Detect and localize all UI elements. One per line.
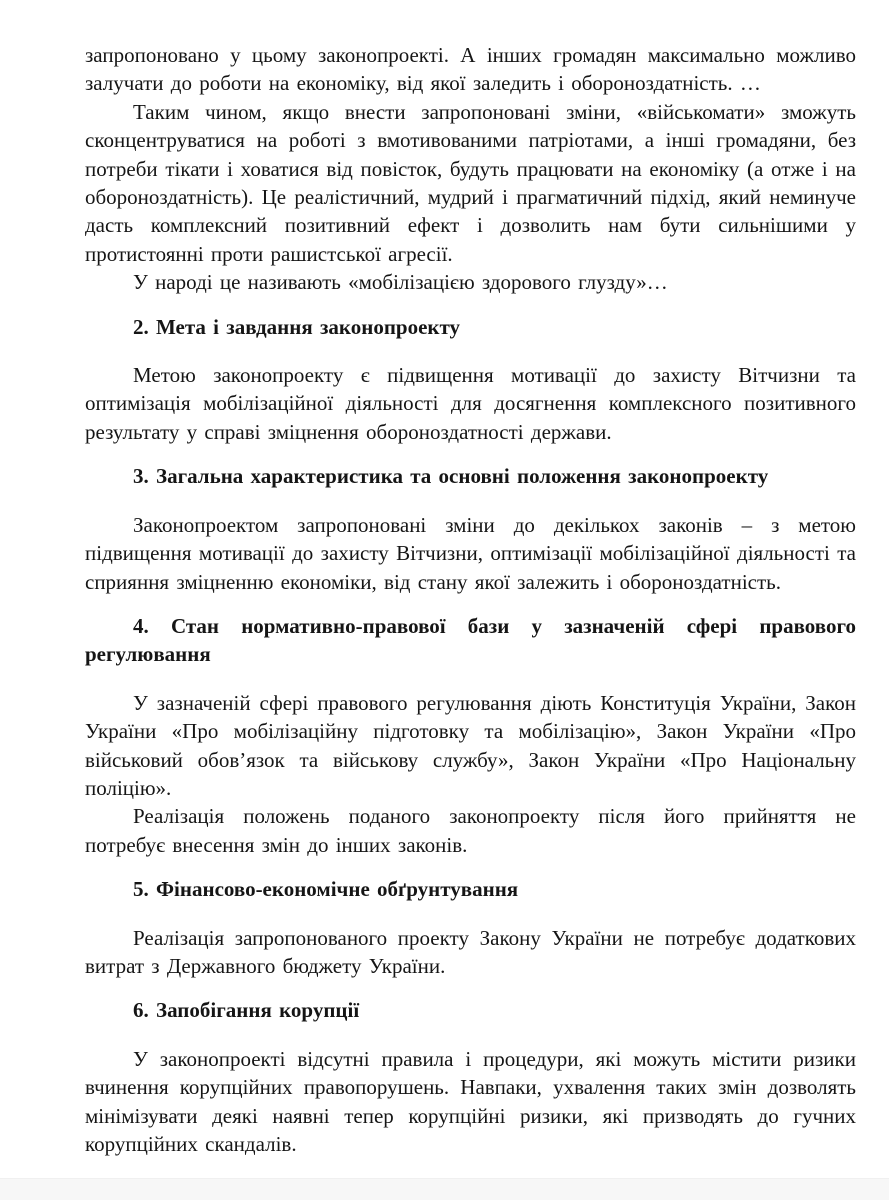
paragraph: У законопроекті відсутні правила і процедури, які можуть містити ризики вчинення корупційних правопорушень. Навпаки, ухвалення таких змін дозволять мінімізувати деякі наявні тепер корупційні ризики, які призводять до гучних корупційних скандалів.	[85, 1046, 856, 1156]
section-heading: 2. Мета і завдання законопроекту	[133, 314, 461, 339]
paragraph: Реалізація запропонованого проекту Закону України не потребує додаткових витрат з Державного бюджету України.	[85, 925, 856, 978]
section-heading: 6. Запобігання корупції	[133, 998, 360, 1023]
paragraph: У зазначеній сфері правового регулювання діють Конституція України, Закон України «Про мобілізаційну підготовку та мобілізацію», Закон України «Про військовий обов’язок та військову службу», Закон України «Про Національну поліцію».	[85, 690, 856, 800]
section-heading: 4. Стан нормативно-правової бази у зазначеній сфері правового регулювання	[85, 613, 856, 667]
paragraph: У народі це називають «мобілізацією здорового глузду»…	[133, 270, 668, 295]
bottom-gray-strip	[0, 1178, 889, 1200]
paragraph: запропоновано у цьому законопроекті. А інших громадян максимально можливо залучати до роботи на економіку, від якої заледить і обороноздатність. …	[85, 43, 856, 96]
paragraph: Метою законопроекту є підвищення мотивації до захисту Вітчизни та оптимізація мобілізаційної діяльності для досягнення комплексного позитивного результату у справі зміцнення обороноздатності держави.	[85, 363, 856, 444]
section-heading: 3. Загальна характеристика та основні положення законопроекту	[133, 464, 769, 489]
paragraph: Законопроектом запропоновані зміни до декількох законів – з метою підвищення мотивації до захисту Вітчизни, оптимізації мобілізаційної діяльності та сприяння зміцненню економіки, від стану якої залежить і обороноздатність.	[85, 512, 856, 594]
paragraph: Таким чином, якщо внести запропоновані зміни, «військомати» зможуть сконцентруватися на роботі з вмотивованими патріотами, а інші громадяни, без потреби тікати і ховатися від повісток, будуть працювати на економіку (а отже і на обороноздатність). Це реалістичний, мудрий і прагматичний підхід, який неминуче дасть комплексний позитивний ефект і дозволить нам бути сильнішими у протистоянні проти рашистської агресії.	[85, 99, 856, 266]
paragraph: Реалізація положень поданого законопроекту після його прийняття не потребує внесення змін до інших законів.	[85, 804, 856, 857]
section-heading: 5. Фінансово-економічне обґрунтування	[133, 877, 519, 902]
